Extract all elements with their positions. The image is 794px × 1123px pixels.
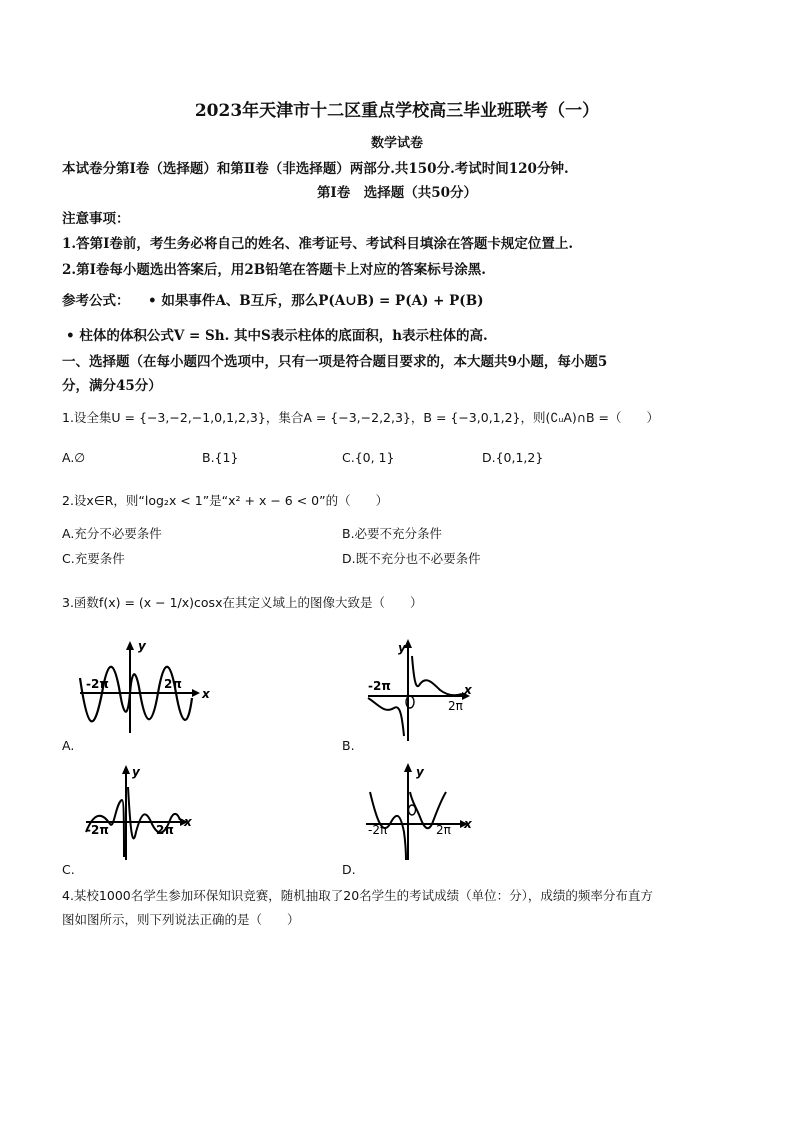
q2-option-d[interactable]: D.既不充分也不必要条件 bbox=[342, 551, 481, 566]
origin-mark bbox=[409, 805, 416, 815]
q2-option-a[interactable]: A.充分不必要条件 bbox=[62, 526, 162, 541]
y-label: y bbox=[416, 765, 424, 779]
y-arrow-icon bbox=[126, 641, 134, 650]
q3-graph-c bbox=[80, 762, 200, 862]
neg-2pi-label: -2π bbox=[86, 677, 109, 691]
q2-stem: 2.设x∈R，则“log₂x < 1”是“x² + x − 6 < 0”的（ ） bbox=[62, 493, 389, 508]
q3-graph-b bbox=[360, 636, 490, 746]
pos-2pi-label: 2π bbox=[436, 823, 451, 837]
y-label: y bbox=[138, 639, 146, 653]
x-label: x bbox=[184, 815, 192, 829]
q1-option-a[interactable]: A.∅ bbox=[62, 450, 86, 465]
y-label: y bbox=[398, 641, 406, 655]
note-item-2: 2.第Ⅰ卷每小题选出答案后，用2B铅笔在答题卡上对应的答案标号涂黑. bbox=[62, 262, 486, 278]
formula-1: • 如果事件A、B互斥，那么P(A∪B) = P(A) + P(B) bbox=[148, 293, 484, 309]
q1-option-c[interactable]: C.{0, 1} bbox=[342, 450, 395, 465]
q2-option-c[interactable]: C.充要条件 bbox=[62, 551, 125, 566]
q3-stem: 3.函数f(x) = (x − 1/x)cosx在其定义域上的图像大致是（ ） bbox=[62, 595, 423, 610]
curve bbox=[80, 667, 192, 722]
q3-option-c[interactable]: C. bbox=[62, 862, 75, 877]
y-arrow-icon bbox=[404, 763, 412, 772]
q1-option-b[interactable]: B.{1} bbox=[202, 450, 239, 465]
q4-stem-line2: 图如图所示，则下列说法正确的是（ ） bbox=[62, 912, 300, 927]
exam-title: 2023年天津市十二区重点学校高三毕业班联考（一） bbox=[194, 101, 600, 121]
neg-2pi-label: -2π bbox=[368, 823, 388, 837]
x-label: x bbox=[464, 683, 472, 697]
curve-left bbox=[368, 698, 404, 736]
q3-option-d[interactable]: D. bbox=[342, 862, 356, 877]
note-item-1: 1.答第Ⅰ卷前，考生务必将自己的姓名、准考证号、考试科目填涂在答题卡规定位置上. bbox=[62, 236, 574, 252]
q3-graph-d bbox=[360, 762, 480, 862]
y-arrow-icon bbox=[122, 765, 130, 774]
notes-heading: 注意事项： bbox=[62, 211, 130, 227]
x-arrow-icon bbox=[192, 689, 200, 697]
pos-2pi-label: 2π bbox=[156, 823, 174, 837]
section-heading-line1: 一、选择题（在每小题四个选项中，只有一项是符合题目要求的，本大题共9小题，每小题5 bbox=[62, 354, 608, 370]
q2-option-b[interactable]: B.必要不充分条件 bbox=[342, 526, 443, 541]
neg-2pi-label: -2π bbox=[86, 823, 109, 837]
exam-subject: 数学试卷 bbox=[370, 136, 423, 151]
pos-2pi-label: 2π bbox=[164, 677, 182, 691]
q1-stem: 1.设全集U = {−3,−2,−1,0,1,2,3}，集合A = {−3,−2,2,3}，B = {−3,0,1,2}，则(∁ᵤA)∩B =（ ） bbox=[62, 410, 659, 425]
q4-stem-line1: 4.某校1000名学生参加环保知识竞赛，随机抽取了20名学生的考试成绩（单位：分），成绩的频率分布直方 bbox=[62, 888, 653, 903]
x-label: x bbox=[202, 687, 210, 701]
y-label: y bbox=[132, 765, 140, 779]
q3-option-a[interactable]: A. bbox=[62, 738, 75, 753]
formulas-label: 参考公式： bbox=[62, 293, 130, 309]
pos-2pi-label: 2π bbox=[448, 699, 463, 713]
x-label: x bbox=[464, 817, 472, 831]
formula-2: • 柱体的体积公式V = Sh. 其中S表示柱体的底面积，h表示柱体的高. bbox=[66, 328, 488, 344]
curve-right bbox=[412, 656, 462, 695]
q3-option-b[interactable]: B. bbox=[342, 738, 355, 753]
section-heading-line2: 分，满分45分） bbox=[62, 378, 162, 394]
part-title: 第Ⅰ卷 选择题（共50分） bbox=[316, 185, 478, 201]
neg-2pi-label: -2π bbox=[368, 679, 391, 693]
q1-option-d[interactable]: D.{0,1,2} bbox=[482, 450, 544, 465]
q3-graph-a bbox=[72, 638, 212, 738]
exam-intro: 本试卷分第Ⅰ卷（选择题）和第Ⅱ卷（非选择题）两部分.共150分.考试时间120分钟. bbox=[62, 161, 569, 177]
